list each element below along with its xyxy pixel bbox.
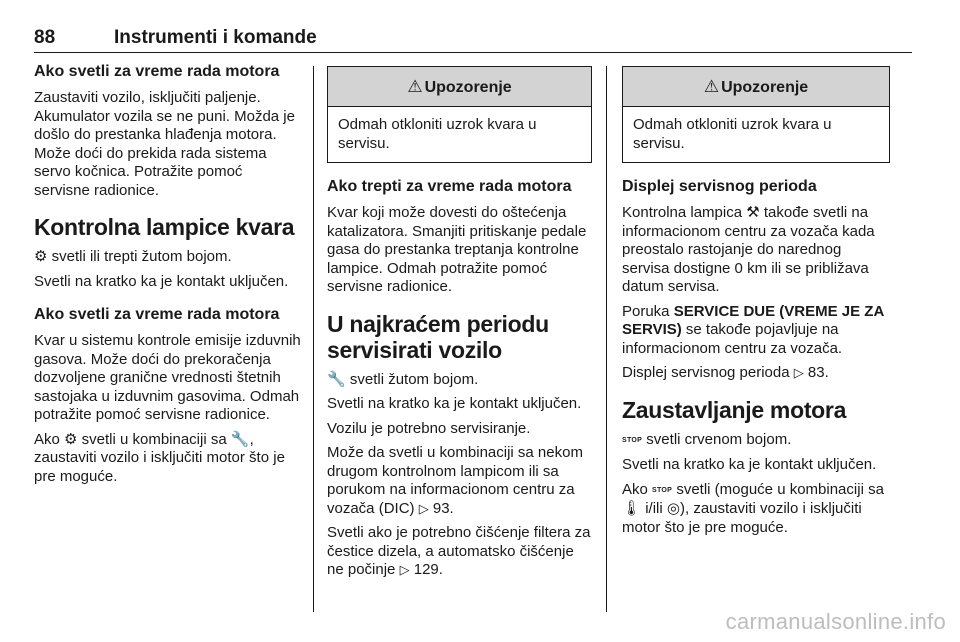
paragraph-stop-color: STOP svetli crvenom bojom. <box>622 430 792 448</box>
warning-triangle-icon: ⚠ <box>407 77 423 96</box>
paragraph-ignition: Svetli na kratko ka je kontakt uključen. <box>34 272 289 290</box>
heading-service-soon: U najkraćem periodu servisirati vozilo <box>327 310 549 363</box>
paragraph-ignition: Svetli na kratko ka je kontakt uključen. <box>622 456 877 473</box>
page-header <box>34 27 912 53</box>
column-divider-1 <box>313 66 314 612</box>
paragraph-service-lamp: Kontrolna lampica ⚒ takođe svetli na informacionom centru za vozača kada preostalo rastojanje do narednog servisa dostigne 0 km ili se približava datum servisa. <box>622 204 875 295</box>
paragraph-emission: Kvar u sistemu kontrole emisije izduvnih gasova. Može doći do prekoračenja dozvoljene granične vrednosti štetnih sastojaka u izduvnim gasovima. Odmah potražite pomoć servisne radionice. <box>34 332 301 423</box>
stop-icon: STOP <box>622 436 643 444</box>
oil-pressure-icon: ◎ <box>666 500 680 517</box>
watermark: carmanualsonline.info <box>725 609 946 634</box>
column-2 <box>327 62 592 586</box>
paragraph-dpf: Svetli ako je potrebno čišćenje filtera za čestice dizela, a automatsko čišćenje ne počinje ▷ 129. <box>327 524 591 578</box>
heading-stop-engine: Zaustavljanje motora <box>622 396 847 423</box>
page-title: Instrumenti i komande <box>114 27 317 48</box>
column-1 <box>34 62 302 492</box>
paragraph-service-display-ref: Displej servisnog perioda ▷ 83. <box>622 364 829 381</box>
coolant-temperature-icon: 🌡 <box>622 500 642 517</box>
paragraph-dic: Može da svetli u kombinaciji sa nekom drugom kontrolnom lampicom ili sa porukom na informacionom centru za vozača (DIC) ▷ 93. <box>327 444 583 517</box>
column-divider-2 <box>606 66 607 612</box>
paragraph-service-message: Poruka SERVICE DUE (VREME JE ZA SERVIS) se takođe pojavljuje na informacionom centru za vozača. <box>622 302 884 357</box>
paragraph-combination: Ako ⚙ svetli u kombinaciji sa 🔧, zaustaviti vozilo i isključiti motor što je pre moguće. <box>34 430 285 485</box>
paragraph-catalyst: Kvar koji može dovesti do oštećenja katalizatora. Smanjiti pritiskanje pedale gasa do prestanka treptanja kontrolne lampice. Odmah potražite pomoć servisne radionice. <box>327 204 587 295</box>
service-wrench-icon: 🔧 <box>327 370 346 388</box>
column-3 <box>622 62 890 543</box>
engine-check-icon: ⚙ <box>64 430 78 448</box>
page-number: 88 <box>34 27 56 48</box>
heading-lights-while-running-2: Ako svetli za vreme rada motora <box>34 306 280 323</box>
reference-arrow-icon: ▷ <box>793 365 804 380</box>
heading-service-display: Displej servisnog perioda <box>622 178 817 195</box>
warning-box <box>327 66 592 163</box>
reference-arrow-icon: ▷ <box>418 500 429 516</box>
paragraph-service-needed: Vozilu je potrebno servisiranje. <box>327 419 531 437</box>
heading-lights-while-running: Ako svetli za vreme rada motora <box>34 63 280 80</box>
service-wrench-icon: 🔧 <box>230 430 250 448</box>
wrench-icon: ⚒ <box>746 204 760 221</box>
warning-box <box>622 66 890 163</box>
warning-text: Odmah otkloniti uzrok kvara u servisu. <box>633 116 832 152</box>
warning-header: ⚠ Upozorenje <box>623 67 889 107</box>
paragraph-malfunction-color: ⚙ svetli ili trepti žutom bojom. <box>34 248 232 265</box>
stop-icon: STOP <box>652 486 673 494</box>
paragraph-battery: Zaustaviti vozilo, isključiti paljenje. Akumulator vozila se ne puni. Možda je došlo do prestanka hlađenja motora. Može doći do prekida rada sistema servo kočnica. Potražite pomoć servisne radionice. <box>34 89 295 199</box>
paragraph-ignition: Svetli na kratko ka je kontakt uključen. <box>327 395 582 412</box>
heading-malfunction-lamp: Kontrolna lampice kvara <box>34 214 295 240</box>
paragraph-stop-combination: Ako STOP svetli (moguće u kombinaciji sa 🌡 i/ili ◎), zaustaviti vozilo i isključiti motor što je pre moguće. <box>622 480 884 536</box>
header-rule <box>34 52 912 53</box>
paragraph-service-color: 🔧 svetli žutom bojom. <box>327 370 479 388</box>
warning-triangle-icon: ⚠ <box>703 77 720 96</box>
heading-blinks-while-running: Ako trepti za vreme rada motora <box>327 178 572 195</box>
warning-header: ⚠ Upozorenje <box>328 67 591 107</box>
warning-text: Odmah otkloniti uzrok kvara u servisu. <box>338 116 537 152</box>
engine-check-icon: ⚙ <box>34 248 48 265</box>
reference-arrow-icon: ▷ <box>399 562 410 577</box>
